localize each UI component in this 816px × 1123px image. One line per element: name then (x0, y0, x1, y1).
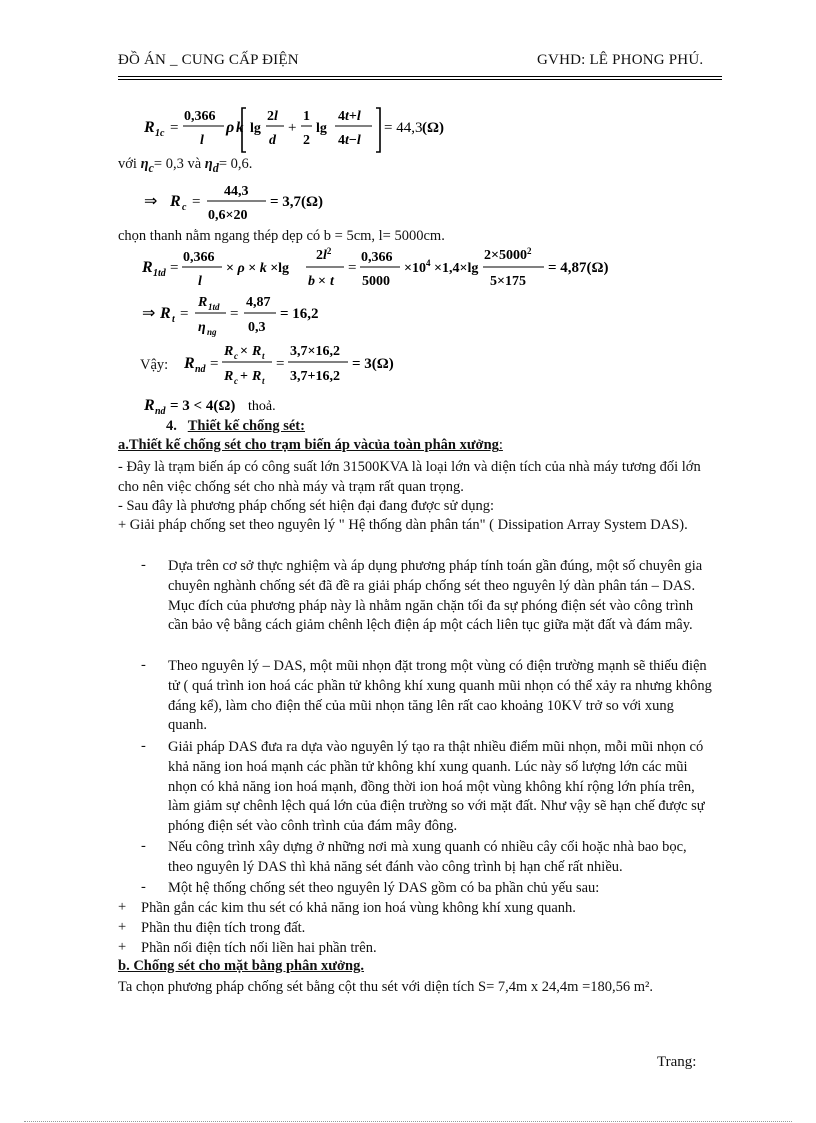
svg-text:thoả.: thoả. (248, 399, 276, 414)
equation-rt (140, 290, 360, 340)
svg-text:0,366: 0,366 (361, 250, 393, 265)
header-rule (118, 76, 722, 77)
svg-text:c: c (182, 202, 187, 213)
svg-text:5000: 5000 (362, 274, 390, 289)
svg-text:4t+l: 4t+l (338, 109, 361, 124)
svg-text:R: R (224, 369, 234, 384)
svg-text:3,7×16,2: 3,7×16,2 (290, 344, 340, 359)
bullet-2-text: Theo nguyên lý – DAS, một mũi nhọn đặt trong một vùng có điện trường mạnh sẽ thiếu điện tử ( quá trình ion hoá các phần tử không khí xung quanh mũi nhọn có thể xảy ra nhưng không đáng kể), làm cho điện thế của mũi nhọn tăng lên rất cao khoảng 10KV trở so với xung quanh. (168, 658, 712, 734)
svg-text:nd: nd (195, 364, 206, 375)
svg-text:R: R (198, 295, 208, 310)
svg-text:R: R (252, 369, 262, 384)
svg-text:= 3(Ω): = 3(Ω) (352, 356, 394, 372)
section-a-paragraph-2: - Sau đây là phương pháp chống sét hiện đại đang được sử dụng: (118, 498, 494, 514)
svg-text:1: 1 (303, 109, 310, 124)
svg-text:R: R (224, 344, 234, 359)
svg-text:lg: lg (250, 121, 261, 136)
section-a-heading: a.Thiết kế chống sét cho trạm biến áp vàcủa toàn phân xưởng: (118, 437, 503, 453)
section-a-paragraph-3: + Giải pháp chống set theo nguyên lý " Hệ thống dàn phân tán" ( Dissipation Array System DAS). (118, 517, 688, 533)
svg-text:R: R (144, 119, 155, 136)
svg-text:1td: 1td (208, 302, 220, 312)
svg-text:× ρ × k ×lg: × ρ × k ×lg (226, 261, 290, 276)
bullet-dash: - (141, 738, 146, 754)
svg-text:0,366: 0,366 (184, 109, 216, 124)
svg-text:2: 2 (303, 133, 310, 148)
svg-text:0,366: 0,366 (183, 250, 215, 265)
svg-text:t: t (330, 274, 334, 289)
svg-text:=: = (210, 356, 219, 372)
bullet-dash: - (141, 657, 146, 673)
svg-text:R: R (170, 193, 181, 210)
svg-text:+: + (240, 369, 248, 384)
svg-text:η: η (198, 320, 206, 335)
svg-text:=: = (192, 194, 201, 210)
section-b-paragraph: Ta chọn phương pháp chống sét bằng cột thu sét với diện tích S= 7,4m x 24,4m =180,56 m². (118, 979, 654, 995)
header-rule-double (118, 79, 722, 80)
svg-text:(Ω): (Ω) (422, 120, 445, 136)
svg-text:l: l (200, 133, 204, 148)
svg-text:=: = (170, 260, 179, 276)
bullet-5-text: Một hệ thống chống sét theo nguyên lý DAS gồm có ba phần chủ yếu sau: (168, 880, 600, 896)
equation-r1c-svg (140, 100, 460, 154)
svg-text:t: t (172, 314, 175, 325)
svg-text:= 4,87(Ω): = 4,87(Ω) (548, 260, 609, 276)
svg-text:0,6×20: 0,6×20 (208, 208, 248, 223)
svg-text:d: d (269, 133, 276, 148)
eta-values-line: với $\eta_c= 0,3$ và $\eta_d= 0,6$. (118, 156, 253, 175)
svg-text:=: = (170, 120, 179, 136)
svg-text:c: c (234, 351, 238, 361)
svg-text:1c: 1c (155, 128, 165, 139)
svg-text:4,87: 4,87 (246, 295, 271, 310)
page-bottom-border (24, 1121, 792, 1122)
equation-rnd (180, 338, 420, 388)
page-number-label: Trang: (657, 1054, 697, 1070)
svg-text:t: t (262, 376, 265, 386)
steel-bar-line: chọn thanh nằm ngang thép dẹp có b = 5cm, l= 5000cm. (118, 228, 445, 244)
svg-text:= 3 < 4(Ω): = 3 < 4(Ω) (170, 398, 236, 414)
svg-text:1td: 1td (153, 268, 166, 279)
bullet-3-text: Giải pháp DAS đưa ra dựa vào nguyên lý tạo ra thật nhiều điểm mũi nhọn, mỗi mũi nhọn có khả năng ion hoá mạnh các phần tử không khí xung quanh. Lúc này số lượng lớn các mũi nhọn có khả năng ion hoá mạnh, đồng thời ion hoá một vùng không khí rộng lớn phía trên, làm giảm sự chênh lệch quá lớn của điện trường so với mặt đất. Như vậy sẽ hạn chế được sự phóng điện sét vào cônh trình của đám mây đông. (168, 739, 705, 835)
svg-text:⇒: ⇒ (144, 193, 158, 210)
header-right: GVHD: LÊ PHONG PHÚ. (537, 52, 704, 68)
svg-text:=: = (276, 356, 285, 372)
svg-text:+: + (288, 120, 297, 136)
svg-text:lg: lg (316, 121, 327, 136)
equation-rc (140, 178, 360, 226)
svg-text:5×175: 5×175 (490, 274, 526, 289)
plus-marker: + (118, 939, 127, 955)
svg-text:R: R (160, 305, 171, 322)
svg-text:2l2: $2l^2$ (316, 246, 332, 263)
plus-marker: + (118, 919, 127, 935)
svg-text:=: = (230, 306, 239, 322)
svg-text:R: R (184, 355, 195, 372)
svg-text:R: R (142, 259, 153, 276)
bullet-dash: - (141, 557, 146, 573)
bullet-1-text: Dựa trên cơ sở thực nghiệm và áp dụng phương pháp tính toán gần đúng, một số chuyên gia chuyên nghành chống sét đã đề ra giải pháp chống sét theo nguyên lý dàn phân tán – DAS. Mục đích của phương pháp này là nhằm ngăn chặn tối đa sự phóng điện sét vào công trình cần bảo vệ bằng cách giảm chênh lệch điện áp một cách liên tục giữa mặt đất và đám mây. (168, 558, 703, 634)
svg-text:= 16,2: = 16,2 (280, 306, 319, 322)
svg-text:2×50002: $2\times 5000^2$ (484, 246, 532, 263)
svg-text:R: R (252, 344, 262, 359)
section-a-paragraph-1: - Đây là trạm biến áp có công suất lớn 31500KVA là loại lớn và diện tích của nhà máy tương đối lớn cho nên việc chống sét cho nhà máy và trạm rất quan trọng. (118, 459, 701, 495)
svg-text:2l: 2l (267, 109, 278, 124)
svg-text:c: c (234, 376, 238, 386)
bullet-dash: - (141, 838, 146, 854)
svg-text:×: × (318, 274, 326, 289)
svg-text:4t−l: 4t−l (338, 133, 361, 148)
svg-text:3,7+16,2: 3,7+16,2 (290, 369, 340, 384)
svg-text:= 44,3: = 44,3 (384, 120, 423, 136)
svg-text:×104 ×1,4×lg: $\times 10^4 \times 1,4\times\lg$ (404, 258, 479, 276)
header-left: ĐỒ ÁN _ CUNG CẤP ĐIỆN (118, 52, 299, 68)
bullet-4-text: Nếu công trình xây dựng ở những nơi mà xung quanh có nhiều cây cối hoặc nhà bao bọc, theo nguyên lý DAS thì khả năng sét đánh vào công trình bị hạn chế rất nhiều. (168, 839, 687, 875)
equation-rnd-check (140, 390, 360, 418)
plus-item-3: Phần nối điện tích nối liền hai phần trên. (141, 940, 377, 956)
svg-text:= 3,7(Ω): = 3,7(Ω) (270, 194, 324, 210)
vay-label: Vậy: (140, 357, 169, 373)
section-4-heading: 4. Thiết kế chống sét: (166, 418, 305, 434)
svg-text:b: b (308, 274, 315, 289)
equation-r1td (140, 244, 620, 294)
svg-text:t: t (262, 351, 265, 361)
svg-text:0,3: 0,3 (248, 320, 266, 335)
svg-text:ρ: ρ (226, 119, 235, 136)
svg-text:nd: nd (155, 406, 166, 417)
section-b-heading: b. Chống sét cho mặt bằng phân xưởng. (118, 958, 364, 974)
bullet-dash: - (141, 879, 146, 895)
svg-text:=: = (348, 260, 357, 276)
plus-item-2: Phần thu điện tích trong đất. (141, 920, 306, 936)
svg-text:⇒: ⇒ (142, 305, 156, 322)
plus-marker: + (118, 899, 127, 915)
svg-text:k: k (236, 120, 244, 136)
equation-r1c (140, 100, 460, 154)
svg-text:ng: ng (207, 327, 217, 337)
svg-text:×: × (240, 344, 248, 359)
svg-text:44,3: 44,3 (224, 184, 249, 199)
svg-text:l: l (198, 274, 202, 289)
plus-item-1: Phần gắn các kim thu sét có khả năng ion hoá vùng không khí xung quanh. (141, 900, 576, 916)
svg-text:R: R (144, 397, 155, 414)
svg-text:=: = (180, 306, 189, 322)
